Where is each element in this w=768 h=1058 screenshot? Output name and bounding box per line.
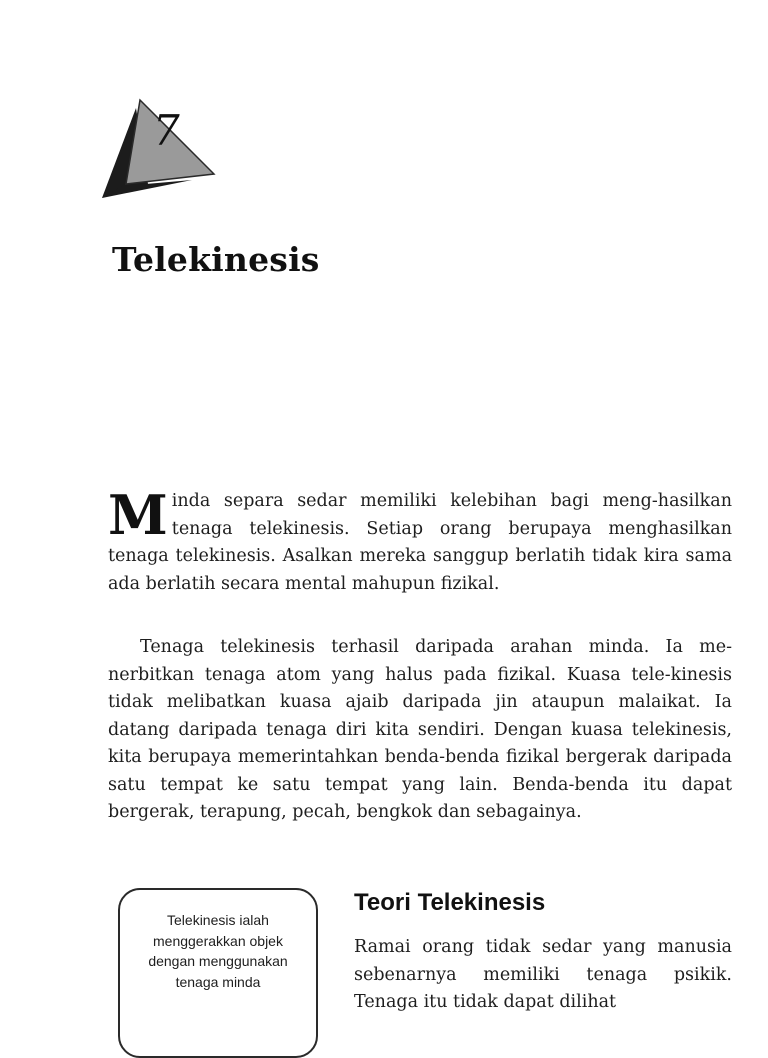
intro-paragraph-text: inda separa sedar memiliki kelebihan bagi meng-hasilkan tenaga telekinesis. Setiap orang berupaya menghasilkan tenaga telekinesis. Asalkan mereka sanggup berlatih tidak kira sama ada berlatih secara mental mahupun fizikal. [108,491,732,594]
sidebar-callout-text: Telekinesis ialah menggerakkan objek dengan menggunakan tenaga minda [148,912,288,990]
second-paragraph: Tenaga telekinesis terhasil daripada arahan minda. Ia me-nerbitkan tenaga atom yang halus pada fizikal. Kuasa tele-kinesis tidak melibatkan kuasa ajaib daripada jin ataupun malaikat. Ia datang daripada tenaga diri kita sendiri. Dengan kuasa telekinesis, kita berupaya memerintahkan benda-benda fizikal bergerak daripada satu tempat ke satu tempat yang lain. Benda-benda itu dapat bergerak, terapung, pecah, bengkok dan sebagainya. [108,637,732,822]
sidebar-callout-box [118,888,318,1058]
chapter-number: 7 [153,106,180,155]
section-heading: Teori Telekinesis [354,889,546,916]
section-paragraph: Ramai orang tidak sedar yang manusia sebenarnya memiliki tenaga psikik. Tenaga itu tidak dapat dilihat [354,937,732,1012]
intro-paragraph [108,483,732,598]
dropcap-letter: M [108,483,168,547]
chapter-title: Telekinesis [112,240,320,279]
